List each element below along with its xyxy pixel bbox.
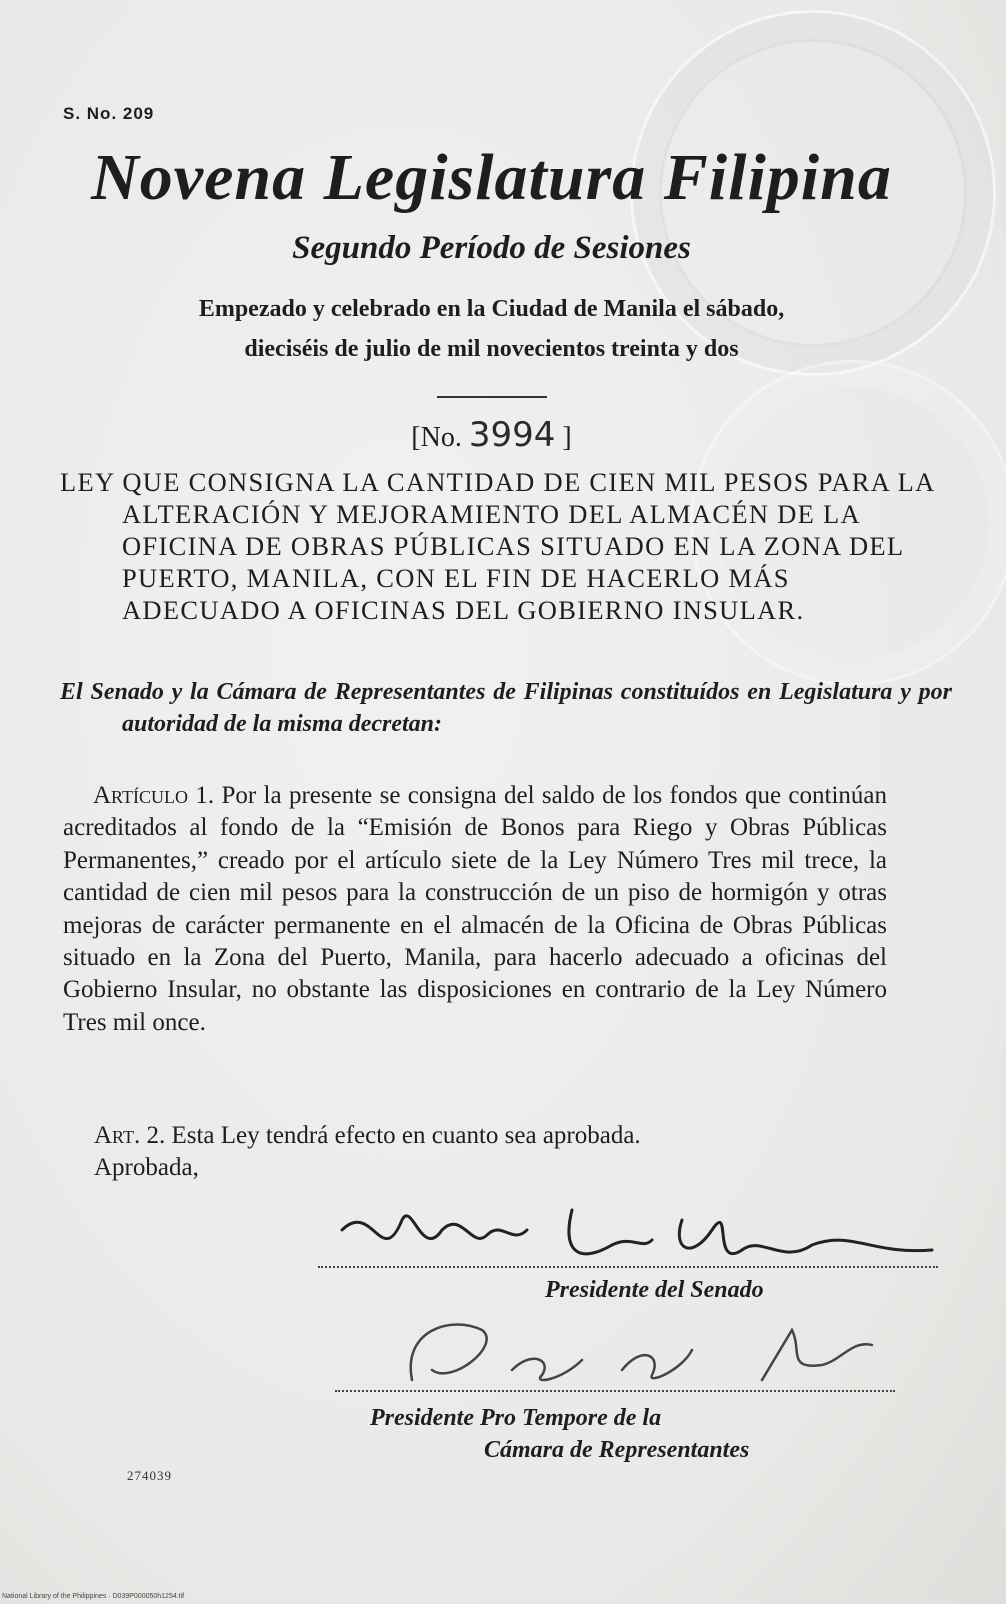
session-line-1: Empezado y celebrado en la Ciudad de Manila el sábado, [198, 296, 785, 322]
act-number-prefix: [No. [411, 422, 462, 453]
archive-footer: National Library of the Philippines · D039P000050h1254.tif [2, 1593, 185, 1600]
article-1-label: Artículo 1. [93, 782, 215, 809]
act-title: LEY QUE CONSIGNA LA CANTIDAD DE CIEN MIL PESOS PARA LA ALTERACIÓN Y MEJORAMIENTO DEL ALMACÉN DE LA OFICINA DE OBRAS PÚBLICAS SITUADO EN LA ZONA DEL PUERTO, MANILA, CON EL FIN DE HACERLO MÁS ADECUADO A OFICINAS DEL GOBIERNO INSULAR. [60, 467, 935, 625]
article-2-text: Esta Ley tendrá efecto en cuanto sea aprobada. [171, 1122, 641, 1149]
legislature-title: Novena Legislatura Filipina [91, 141, 892, 214]
house-president-signature [392, 1310, 892, 1390]
senate-bill-number: S. No. 209 [63, 104, 155, 123]
serial-number: 274039 [127, 1468, 172, 1483]
enacting-clause: El Senado y la Cámara de Representantes de Filipinas constituídos en Legislatura y por autoridad de la misma decretan: [60, 679, 952, 737]
approved-label: Aprobada, [94, 1154, 199, 1181]
session-subtitle: Segundo Período de Sesiones [292, 230, 691, 266]
senate-president-role: Presidente del Senado [545, 1277, 764, 1303]
article-2 [94, 1120, 894, 1152]
house-signature-line [335, 1390, 895, 1392]
act-number-suffix: ] [562, 422, 572, 453]
article-2-label: Art. 2. [94, 1122, 166, 1149]
article-1-text: Por la presente se consigna del saldo de los fondos que continúan acreditados al fondo de la “Emisión de Bonos para Riego y Obras Públicas Permanentes,” creado por el artículo siete de la Ley Número Tres mil trece, la cantidad de cien mil pesos para la construcción de un piso de hormigón y otras mejoras de carácter permanente en el almacén de la Oficina de Obras Públicas situado en la Zona del Puerto, Manila, para hacerlo adecuado a oficinas del Gobierno Insular, no obstante las disposiciones en contrario de la Ley Número Tres mil once. [63, 782, 888, 1036]
house-president-role-line-1: Presidente Pro Tempore de la [370, 1405, 662, 1431]
divider-rule [437, 396, 547, 398]
session-line-2: dieciséis de julio de mil novecientos treinta y dos [244, 336, 739, 362]
article-1 [63, 780, 887, 1039]
act-number [0, 415, 983, 458]
house-president-role-line-2: Cámara de Representantes [484, 1437, 750, 1463]
act-number-value: 3994 [468, 415, 556, 455]
senate-signature-line [318, 1266, 938, 1268]
